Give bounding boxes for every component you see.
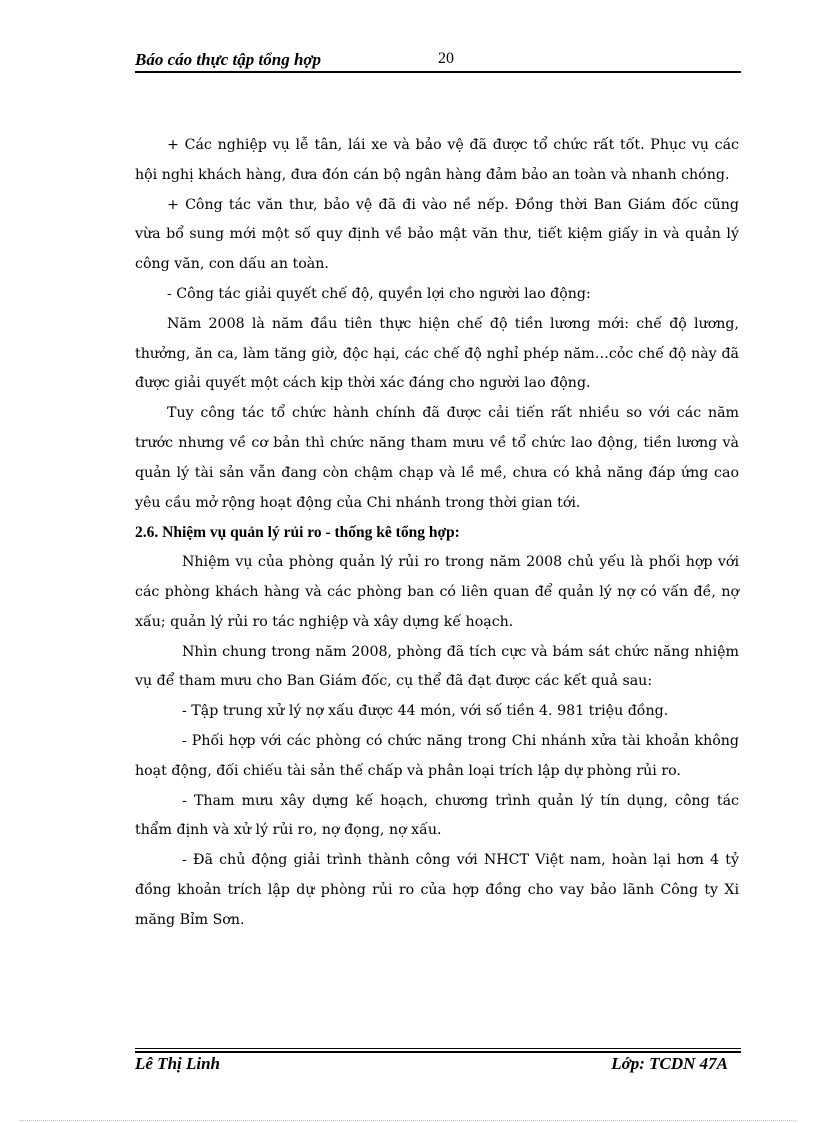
footer-class: Lớp: TCDN 47A [611, 1054, 728, 1073]
paragraph: Nhìn chung trong năm 2008, phòng đã tích cực và bám sát chức năng nhiệm vụ để tham mưu cho Ban Giám đốc, cụ thể đã đạt được các kết quả sau: [135, 643, 739, 690]
page-number: 20 [438, 50, 454, 67]
list-item: - Tham mưu xây dựng kế hoạch, chương trình quản lý tín dụng, công tác thẩm định và xử lý rủi ro, nợ đọng, nợ xấu. [135, 792, 739, 839]
document-body [135, 131, 739, 936]
list-item: - Tập trung xử lý nợ xấu được 44 món, với số tiền 4. 981 triệu đồng. [182, 703, 669, 720]
paragraph: Nhiệm vụ của phòng quản lý rủi ro trong năm 2008 chủ yếu là phối hợp với các phòng khách hàng và các phòng ban có liên quan để quản lý nợ có vấn đề, nợ xấu; quản lý rủi ro tác nghiệp và xây dựng kế hoạch. [135, 554, 739, 630]
header-title: Báo cáo thực tập tổng hợp [135, 50, 322, 69]
footer-author: Lê Thị Linh [135, 1054, 221, 1073]
list-item: - Phối hợp với các phòng có chức năng trong Chi nhánh xửa tài khoản không hoạt động, đối chiếu tài sản thế chấp và phân loại trích lập dự phòng rủi ro. [135, 732, 739, 779]
section-heading: 2.6. Nhiệm vụ quản lý rủi ro - thống kê tổng hợp: [135, 524, 460, 542]
list-item: - Đã chủ động giải trình thành công với NHCT Việt nam, hoàn lại hơn 4 tỷ đồng khoản trích lập dự phòng rủi ro của hợp đồng cho vay bảo lãnh Công ty Xi măng Bỉm Sơn. [135, 852, 739, 928]
footer-rule [135, 1051, 741, 1053]
page-header [135, 50, 741, 72]
footer-rule [135, 1048, 741, 1049]
paragraph: - Công tác giải quyết chế độ, quyền lợi cho người lao động: [167, 285, 591, 302]
page-edge [20, 1120, 796, 1121]
paragraph: + Công tác văn thư, bảo vệ đã đi vào nề nếp. Đồng thời Ban Giám đốc cũng vừa bổ sung mới một số quy định về bảo mật văn thư, tiết kiệm giấy in và quản lý công văn, con dấu an toàn. [135, 196, 739, 273]
paragraph: Tuy công tác tổ chức hành chính đã được cải tiến rất nhiều so với các năm trước nhưng về cơ bản thì chức năng tham mưu về tổ chức lao động, tiền lương và quản lý tài sản vẫn đang còn chậm chạp và lề mề, chưa có khả năng đáp ứng cao yêu cầu mở rộng hoạt động của Chi nhánh trong thời gian tới. [135, 405, 739, 511]
paragraph: + Các nghiệp vụ lễ tân, lái xe và bảo vệ đã được tổ chức rất tốt. Phục vụ các hội nghị khách hàng, đưa đón cán bộ ngân hàng đảm bảo an toàn và nhanh chóng. [135, 137, 739, 183]
header-rule [135, 71, 741, 73]
paragraph: Năm 2008 là năm đầu tiên thực hiện chế độ tiền lương mới: chế độ lương, thưởng, ăn ca, làm tăng giờ, độc hại, các chế độ nghỉ phép năm…cỏc chế độ này đã được giải quyết một cách kịp thời xác đáng cho người lao động. [135, 315, 739, 392]
